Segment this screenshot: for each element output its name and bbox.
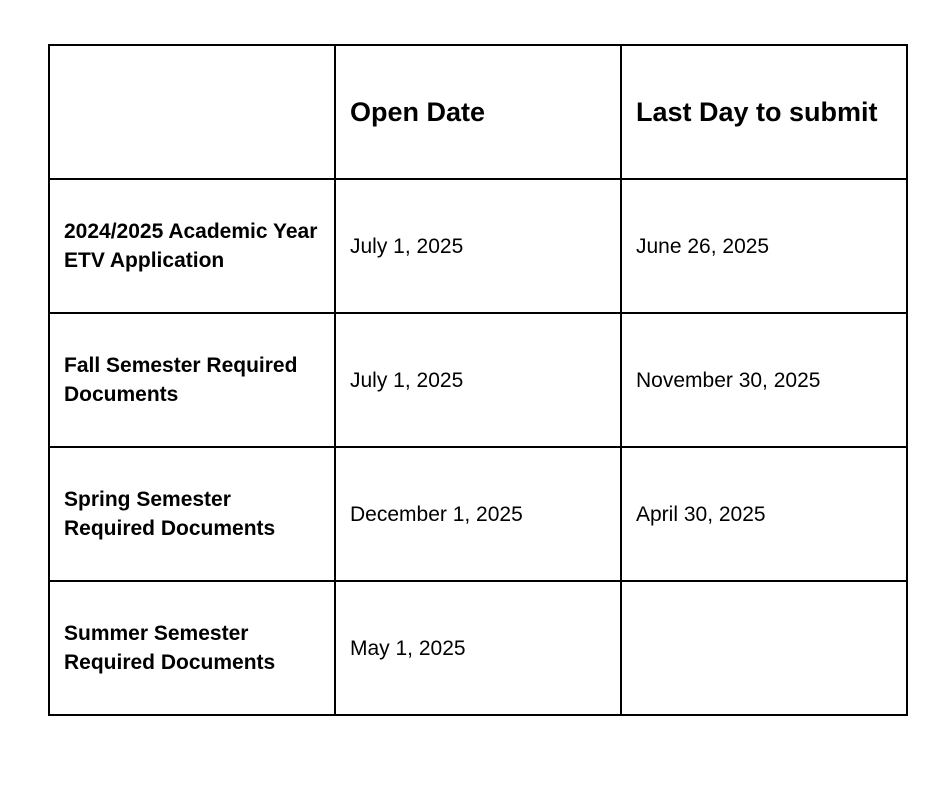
open-date-cell: July 1, 2025 — [335, 313, 621, 447]
header-row — [49, 45, 907, 179]
table-row — [49, 313, 907, 447]
row-label: Fall Semester Required Documents — [49, 313, 335, 447]
row-label: Summer Semester Required Documents — [49, 581, 335, 715]
open-date-cell: May 1, 2025 — [335, 581, 621, 715]
table-row — [49, 581, 907, 715]
table-row — [49, 179, 907, 313]
header-open-date: Open Date — [335, 45, 621, 179]
open-date-cell: December 1, 2025 — [335, 447, 621, 581]
header-last-day: Last Day to submit — [621, 45, 907, 179]
last-day-cell: November 30, 2025 — [621, 313, 907, 447]
table-row — [49, 447, 907, 581]
row-label: Spring Semester Required Documents — [49, 447, 335, 581]
row-label: 2024/2025 Academic Year ETV Application — [49, 179, 335, 313]
last-day-cell: April 30, 2025 — [621, 447, 907, 581]
open-date-cell: July 1, 2025 — [335, 179, 621, 313]
deadline-table — [48, 44, 908, 716]
last-day-cell: June 26, 2025 — [621, 179, 907, 313]
last-day-cell — [621, 581, 907, 715]
header-blank-cell — [49, 45, 335, 179]
